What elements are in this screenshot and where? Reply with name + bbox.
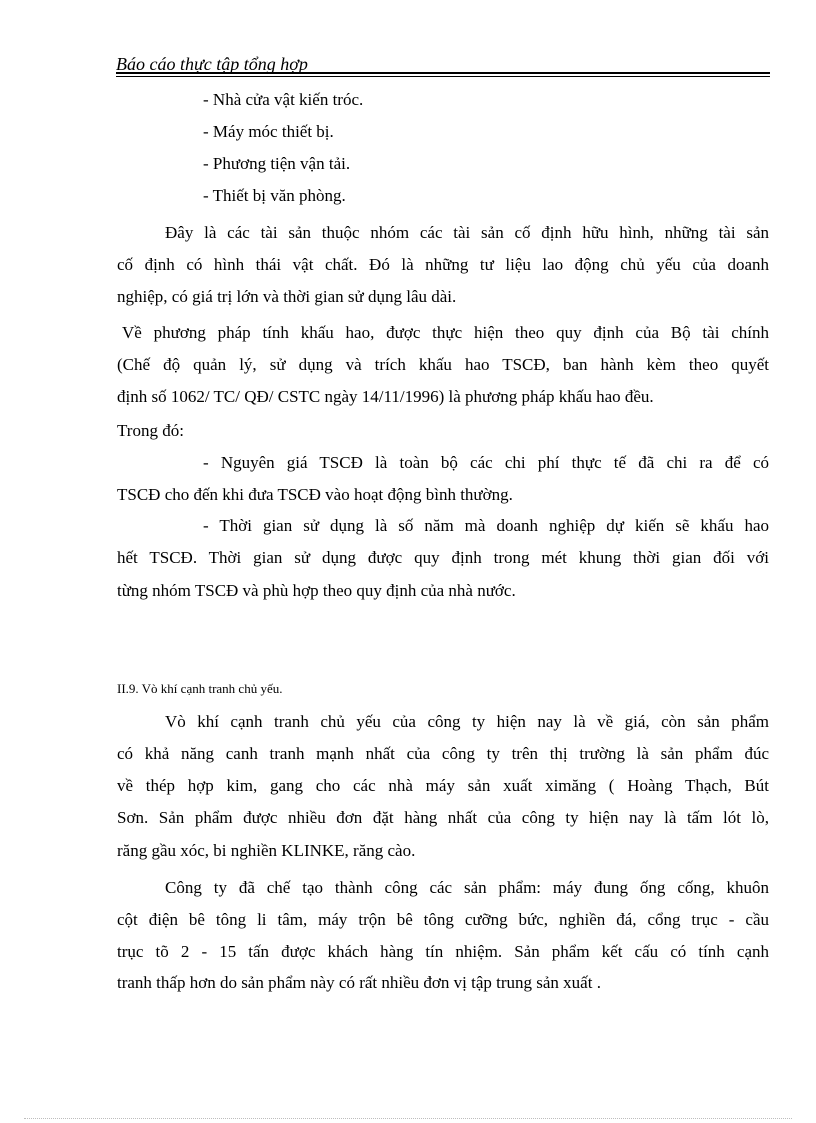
paragraph-line: răng gầu xóc, bi nghiền KLINKE, răng cào. [117,841,416,860]
list-item: - Nhà cửa vật kiến tróc. [203,90,364,109]
bullet-line: - Nguyên giá TSCĐ là toàn bộ các chi phí thực tế đã chi ra để có [203,453,769,472]
paragraph-line: tranh thấp hơn do sản phẩm này có rất nhiều đơn vị tập trung sản xuất . [117,973,601,992]
paragraph-line: cột điện bê tông li tâm, máy trộn bê tông cưỡng bức, nghiền đá, cổng trục - cầu [117,910,769,929]
paragraph-line: Vò khí cạnh tranh chủ yếu của công ty hiện nay là về giá, còn sản phẩm [165,712,769,731]
list-item: - Thiết bị văn phòng. [203,186,346,205]
paragraph-line: trục tõ 2 - 15 tấn được khách hàng tín nhiệm. Sản phẩm kết cấu có tính cạnh [117,942,769,961]
paragraph-line: Công ty đã chế tạo thành công các sản phẩm: máy đung ống cống, khuôn [165,878,769,897]
paragraph-line: có khả năng canh tranh mạnh nhất của công ty trên thị trường là sản phẩm đúc [117,744,769,763]
section-heading: II.9. Vò khí cạnh tranh chủ yếu. [117,681,283,696]
paragraph-line: Sơn. Sản phẩm được nhiều đơn đặt hàng nhất của công ty hiện nay là tấm lót lò, [117,808,769,827]
page-header [116,53,770,77]
paragraph-line: Trong đó: [117,421,184,440]
paragraph-line: cố định có hình thái vật chất. Đó là những tư liệu lao động chủ yếu của doanh [117,255,769,274]
list-item: - Phương tiện vận tải. [203,154,351,173]
paragraph-line: về thép hợp kim, gang cho các nhà máy sản xuất ximăng ( Hoàng Thạch, Bút [117,776,769,795]
bullet-line: - Thời gian sử dụng là số năm mà doanh nghiệp dự kiến sẽ khấu hao [203,516,769,535]
bullet-line: hết TSCĐ. Thời gian sử dụng được quy định trong mét khung thời gian đối với [117,548,769,567]
header-rule [116,72,770,74]
header-rule-secondary [116,76,770,77]
bullet-line: từng nhóm TSCĐ và phù hợp theo quy định của nhà nước. [117,581,516,600]
header-title: Báo cáo thực tập tổng hợp [116,54,308,74]
paragraph-line: định số 1062/ TC/ QĐ/ CSTC ngày 14/11/1996) là phương pháp khấu hao đều. [117,387,654,406]
paragraph-line: nghiệp, có giá trị lớn và thời gian sử dụng lâu dài. [117,287,457,306]
paragraph-line: Đây là các tài sản thuộc nhóm các tài sản cố định hữu hình, những tài sản [165,223,769,242]
list-item: - Máy móc thiết bị. [203,122,334,141]
page-bottom-border [24,1118,792,1119]
bullet-line: TSCĐ cho đến khi đưa TSCĐ vào hoạt động bình thường. [117,485,513,504]
paragraph-line: Về phương pháp tính khấu hao, được thực hiện theo quy định của Bộ tài chính [122,323,769,342]
paragraph-line: (Chế độ quản lý, sử dụng và trích khấu hao TSCĐ, ban hành kèm theo quyết [117,355,769,374]
